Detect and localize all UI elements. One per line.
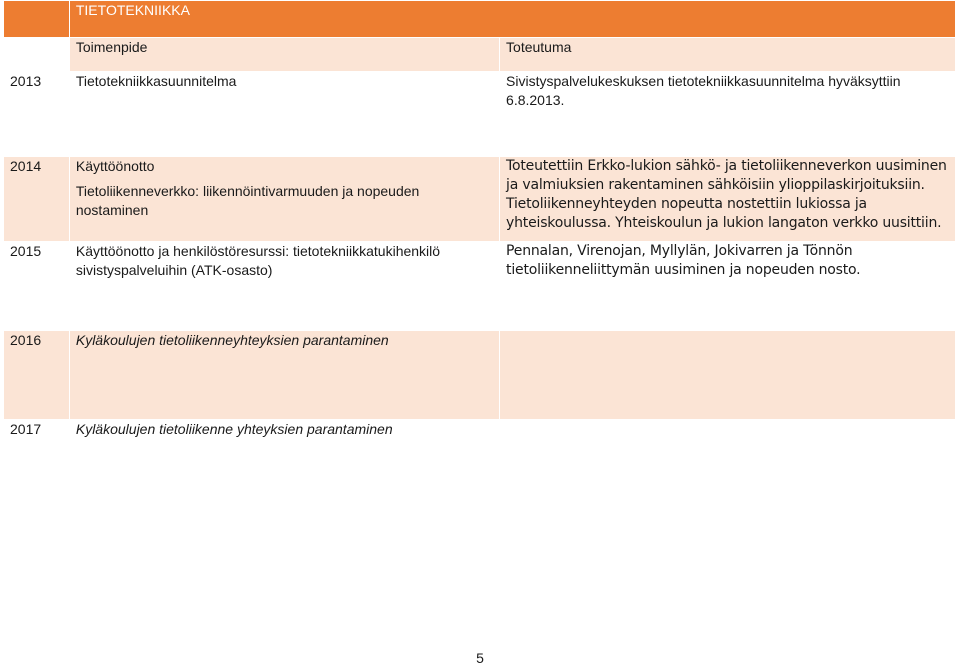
row-action: Kyläkoulujen tietoliikenne yhteyksien parantaminen	[69, 420, 499, 509]
header-year-cell	[4, 38, 70, 72]
row-year: 2013	[4, 72, 70, 157]
row-year: 2017	[4, 420, 70, 509]
row-year: 2014	[4, 157, 70, 242]
table-row	[4, 420, 956, 509]
title-spacer-cell	[4, 1, 70, 38]
header-action: Toimenpide	[69, 38, 499, 72]
table-title-row	[4, 1, 956, 38]
row-year: 2016	[4, 331, 70, 420]
table-row	[4, 242, 956, 331]
row-result: Sivistyspalvelukeskuksen tietotekniikkasuunnitelma hyväksyttiin 6.8.2013.	[500, 72, 956, 157]
row-result: Pennalan, Virenojan, Myllylän, Jokivarren ja Tönnön tietoliikenneliittymän uusiminen ja nopeuden nosto.	[500, 242, 956, 331]
header-result: Toteutuma	[500, 38, 956, 72]
table-header-row	[4, 38, 956, 72]
row-year: 2015	[4, 242, 70, 331]
row-action-cell	[69, 157, 499, 242]
row-action: Käyttöönotto	[75, 158, 155, 174]
row-action: Käyttöönotto ja henkilöstöresurssi: tietotekniikkatukihenkilö sivistyspalveluihin (ATK-osasto)	[69, 242, 499, 331]
table-row	[4, 331, 956, 420]
page-number: 5	[476, 650, 484, 665]
row-action: Kyläkoulujen tietoliikenneyhteyksien parantaminen	[69, 331, 499, 420]
row-result	[500, 420, 956, 509]
row-action-detail: Tietoliikenneverkko: liikennöintivarmuuden ja nopeuden nostaminen	[75, 183, 420, 218]
activities-table	[3, 0, 956, 509]
table-row	[4, 157, 956, 242]
row-result	[500, 331, 956, 420]
row-result: Toteutettiin Erkko-lukion sähkö- ja tietoliikenneverkon uusiminen ja valmiuksien rakentaminen sähköisiin ylioppilaskirjoituksiin. Tietoliikenneyhteyden nopeutta nostettiin lukiossa ja yhteiskoulussa. Yhteiskoulun ja lukion langaton verkko uusittiin.	[500, 157, 956, 242]
row-action: Tietotekniikkasuunnitelma	[69, 72, 499, 157]
table-row	[4, 72, 956, 157]
table-title: TIETOTEKNIIKKA	[69, 1, 955, 38]
